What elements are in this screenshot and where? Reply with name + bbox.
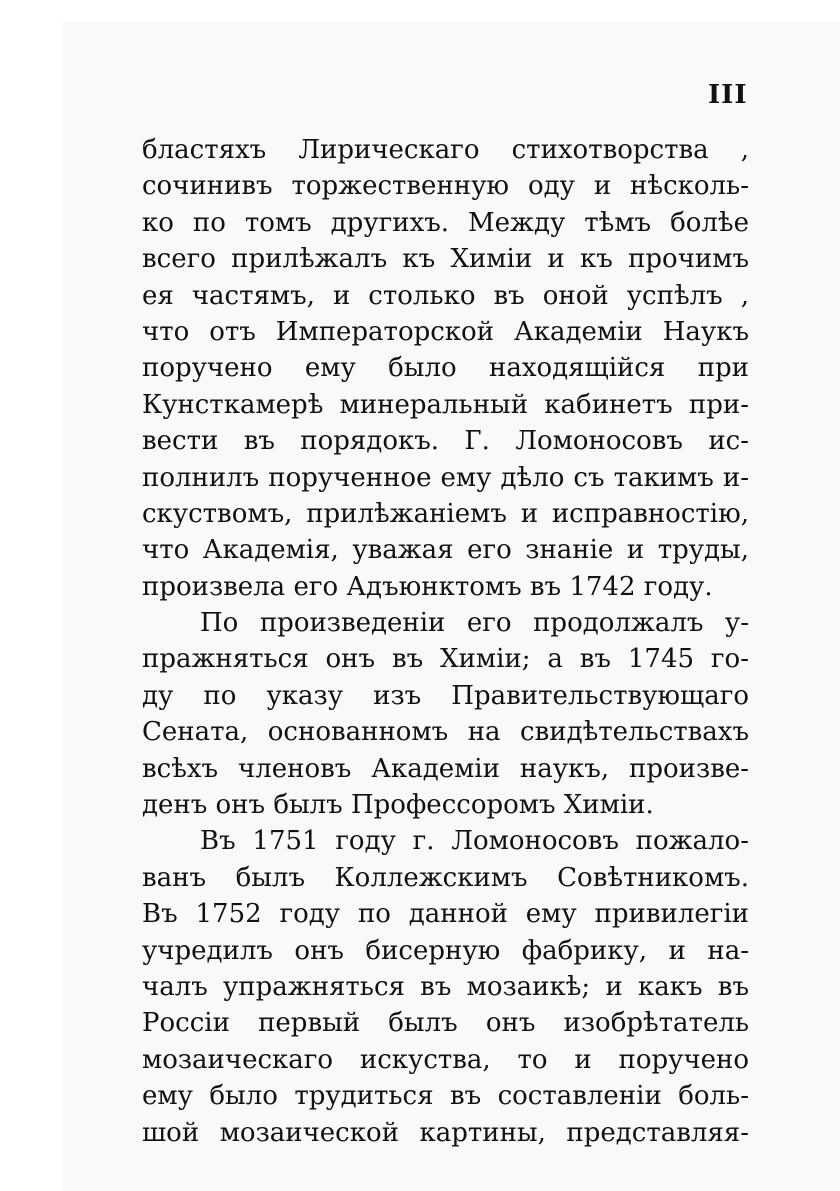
- text-line: что Академія, уважая его знаніе и труды,: [142, 535, 749, 566]
- text-line: поручено ему было находящійся при: [142, 353, 749, 384]
- text-line: сочинивъ торжественную оду и нѣсколь-: [142, 171, 749, 202]
- text-line: ванъ былъ Коллежскимъ Совѣтникомъ.: [142, 862, 749, 893]
- text-line: ду по указу изъ Правительствующаго: [142, 680, 749, 711]
- text-line: мозаическаго искуства, то и поручено: [142, 1044, 749, 1075]
- text-line: Сената, основанномъ на свидѣтельствахъ: [142, 717, 749, 748]
- body-text: [142, 132, 749, 1151]
- text-line: ея частямъ, и столько въ оной успѣлъ ,: [142, 280, 749, 311]
- text-line: Въ 1751 году г. Ломоносовъ пожало-: [200, 826, 749, 857]
- text-line: По произведеніи его продолжалъ у-: [200, 608, 749, 639]
- text-line: шой мозаической картины, представляя-: [142, 1117, 749, 1148]
- text-line: Въ 1752 году по данной ему привилегіи: [142, 899, 749, 930]
- text-line: всего прилѣжалъ къ Химіи и къ прочимъ: [142, 244, 749, 275]
- text-line: Россіи первый былъ онъ изобрѣтатель: [142, 1008, 749, 1039]
- text-line: вести въ порядокъ. Г. Ломоносовъ ис-: [142, 426, 749, 457]
- text-line: бластяхъ Лирическаго стихотворства ,: [142, 135, 749, 165]
- page-number: III: [708, 80, 748, 110]
- text-line: учредилъ онъ бисерную фабрику, и на-: [142, 935, 749, 966]
- text-line: пражняться онъ въ Химіи; а въ 1745 го-: [142, 644, 749, 675]
- text-line: чалъ упражняться въ мозаикѣ; и какъ въ: [142, 971, 749, 1002]
- text-line: скуствомъ, прилѣжаніемъ и исправностію,: [142, 498, 749, 529]
- text-line: произвела его Адъюнктомъ въ 1742 году.: [142, 571, 713, 602]
- text-line: всѣхъ членовъ Академіи наукъ, произве-: [142, 753, 749, 784]
- text-line: денъ онъ былъ Профессоромъ Химіи.: [142, 790, 654, 821]
- text-line: что отъ Императорской Академіи Наукъ: [142, 316, 749, 347]
- text-line: Кунсткамерѣ минеральный кабинетъ при-: [142, 389, 749, 420]
- text-line: ему было трудиться въ составленіи боль-: [142, 1081, 749, 1112]
- text-line: полнилъ порученное ему дѣло съ такимъ и-: [142, 462, 749, 493]
- text-line: ко по томъ другихъ. Между тѣмъ болѣе: [142, 207, 749, 238]
